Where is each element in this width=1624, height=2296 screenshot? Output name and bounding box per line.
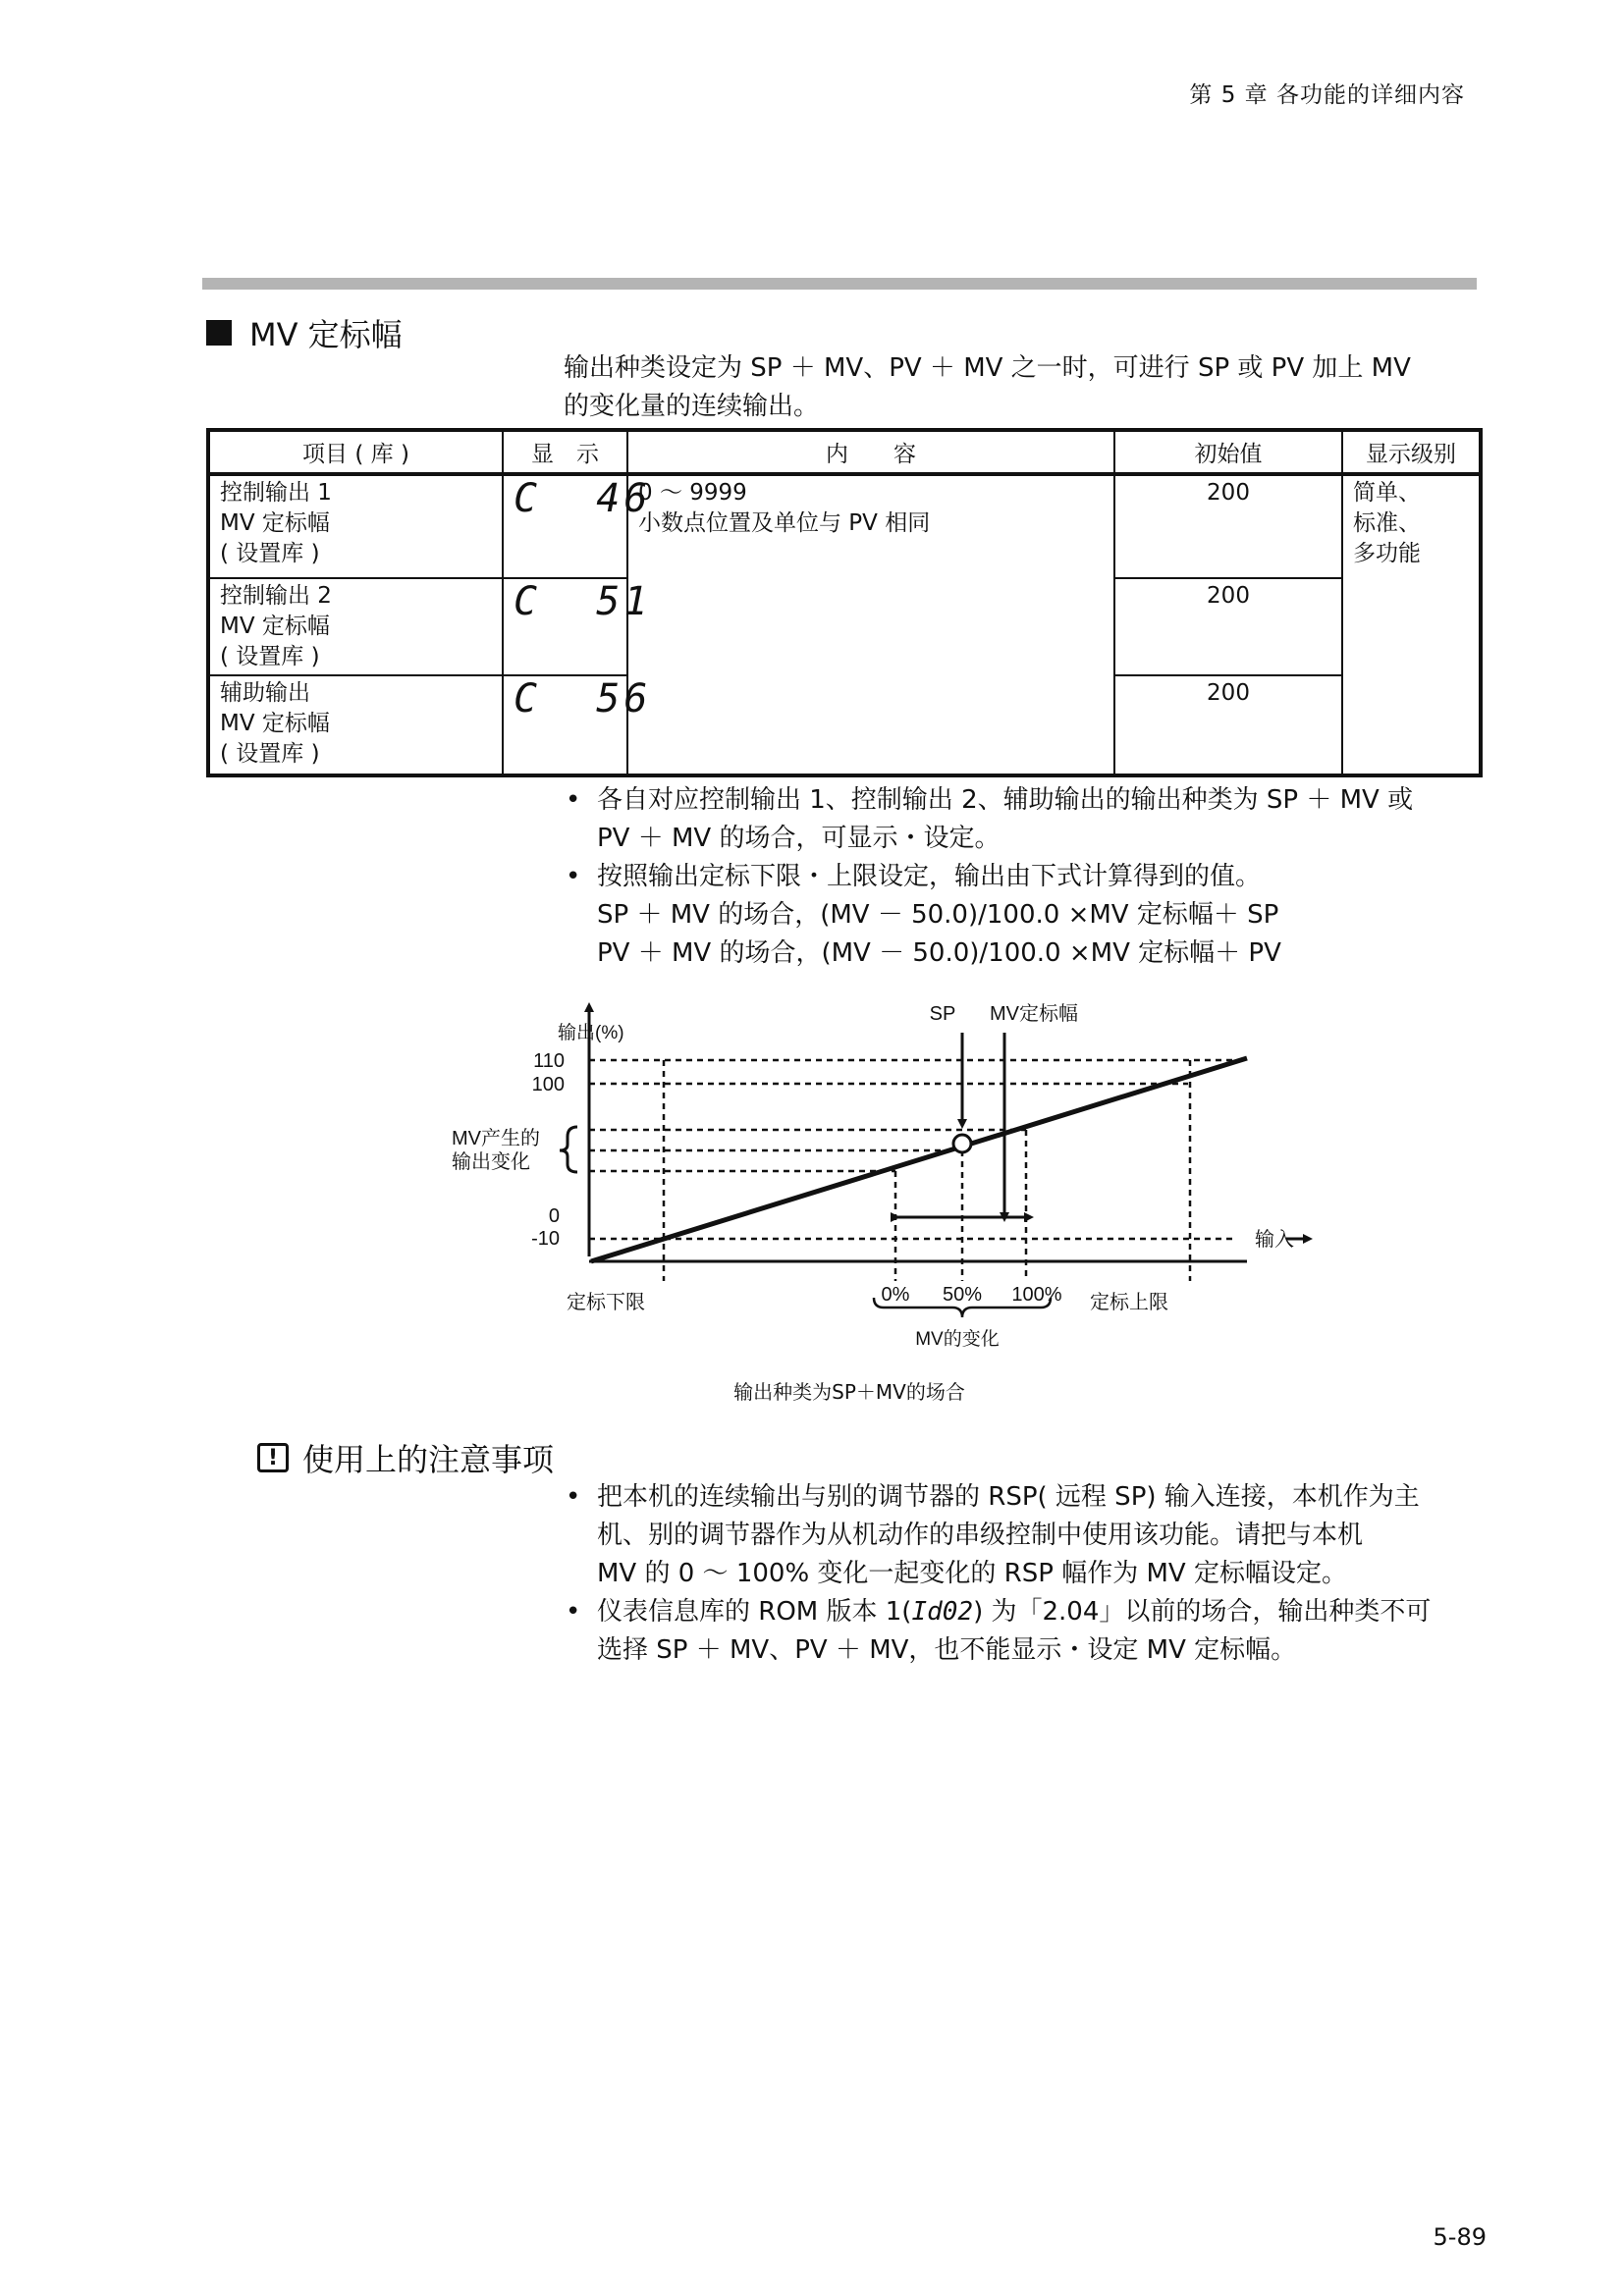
item-cell <box>208 578 503 675</box>
header-item: 项目 ( 库 ) <box>208 430 503 474</box>
display-code: C 46 <box>503 474 627 578</box>
mv-span-label: MV定标幅 <box>990 1003 1078 1025</box>
square-bullet-icon <box>206 320 232 346</box>
y-tick-0: 0 <box>548 1205 560 1227</box>
item-line: MV 定标幅 <box>220 711 330 736</box>
item-line: 辅助输出 <box>220 680 310 706</box>
level-line: 简单、 <box>1353 480 1421 506</box>
table-header-row <box>208 430 1481 474</box>
input-label: 输入 <box>1255 1229 1294 1251</box>
y-tick-100: 100 <box>531 1074 565 1095</box>
bullet-list <box>564 781 1487 973</box>
list-item <box>564 1478 1487 1593</box>
item-cell <box>208 675 503 775</box>
y-tick-minus10: -10 <box>531 1228 560 1250</box>
item-line: ( 设置库 ) <box>220 741 320 767</box>
level-cell <box>1342 474 1481 775</box>
section-intro <box>564 349 1477 426</box>
note-line: MV 的 0 ～ 100% 变化一起变化的 RSP 幅作为 MV 定标幅设定。 <box>597 1559 1347 1588</box>
note-line: 机、别的调节器作为从机动作的串级控制中使用该功能。请把与本机 <box>597 1521 1364 1550</box>
initial-value: 200 <box>1114 578 1342 675</box>
section-divider <box>202 278 1477 290</box>
chapter-header: 第 5 章 各功能的详细内容 <box>1189 82 1465 108</box>
dashed-guides <box>589 1060 1247 1281</box>
content-cell <box>627 474 1114 775</box>
bullet-line: PV ＋ MV 的场合，可显示・设定。 <box>597 824 1001 853</box>
level-line: 标准、 <box>1353 510 1421 536</box>
initial-value: 200 <box>1114 675 1342 775</box>
item-line: MV 定标幅 <box>220 510 330 536</box>
content-line: 小数点位置及单位与 PV 相同 <box>638 510 931 536</box>
note-line <box>597 1593 1487 1631</box>
list-item <box>564 781 1487 858</box>
chart-caption <box>0 1376 1624 1405</box>
display-code: C 51 <box>503 578 627 675</box>
output-line <box>591 1058 1247 1261</box>
intro-line: 的变化量的连续输出。 <box>564 392 820 421</box>
level-line: 多功能 <box>1353 541 1421 566</box>
exclamation-icon: ! <box>257 1443 289 1472</box>
scale-high-label: 定标上限 <box>1090 1292 1168 1313</box>
mv-change-label: MV的变化 <box>915 1329 1000 1350</box>
item-line: 控制输出 1 <box>220 480 332 506</box>
note-line: 选择 SP ＋ MV、PV ＋ MV，也不能显示・设定 MV 定标幅。 <box>597 1635 1297 1665</box>
y-axis-label: 输出(%) <box>558 1023 624 1043</box>
mv-percent-50: 50% <box>942 1284 983 1306</box>
content-line: 0 ～ 9999 <box>638 480 747 506</box>
y-tick-110: 110 <box>533 1050 565 1072</box>
output-change-brace <box>560 1127 577 1172</box>
page-number: 5-89 <box>1433 2223 1487 2251</box>
header-display: 显 示 <box>503 430 627 474</box>
item-line: MV 定标幅 <box>220 614 330 639</box>
mv-percent-0: 0% <box>881 1284 910 1306</box>
bullet-line: PV ＋ MV 的场合，(MV － 50.0)/100.0 ×MV 定标幅＋ PV <box>597 938 1281 968</box>
display-code: C 56 <box>503 675 627 775</box>
item-cell <box>208 474 503 578</box>
list-item <box>564 1593 1487 1670</box>
scale-low-label: 定标下限 <box>567 1292 645 1313</box>
item-line: 控制输出 2 <box>220 583 332 609</box>
header-level: 显示级别 <box>1342 430 1481 474</box>
note-line: • 把本机的连续输出与别的调节器的 RSP( 远程 SP) 输入连接，本机作为主 <box>597 1482 1420 1512</box>
item-line: ( 设置库 ) <box>220 644 320 669</box>
mv-output-change-label: MV产生的 <box>452 1128 540 1149</box>
list-item <box>564 858 1487 973</box>
sp-point <box>953 1135 971 1152</box>
notes-title <box>257 1435 554 1480</box>
header-content: 内 容 <box>627 430 1114 474</box>
header-initial: 初始值 <box>1114 430 1342 474</box>
sp-label: SP <box>929 1003 956 1025</box>
bullet-line: • 各自对应控制输出 1、控制输出 2、辅助输出的输出种类为 SP ＋ MV 或 <box>597 785 1414 815</box>
initial-value: 200 <box>1114 474 1342 578</box>
mv-output-change-label: 输出变化 <box>452 1151 530 1173</box>
table-row <box>208 474 1481 578</box>
notes-list <box>564 1478 1487 1670</box>
sp-mv-diagram <box>432 982 1335 1364</box>
parameter-table <box>206 428 1483 777</box>
note-text: 仪表信息库的 ROM 版本 1( <box>597 1597 912 1627</box>
notes-title-text: 使用上的注意事项 <box>302 1441 555 1478</box>
rom-code: Id02 <box>911 1597 974 1627</box>
chart-caption-text: 输出种类为SP＋MV的场合 <box>733 1380 965 1404</box>
intro-line: 输出种类设定为 SP ＋ MV、PV ＋ MV 之一时，可进行 SP 或 PV 加上 MV <box>564 353 1411 383</box>
mv-percent-100: 100% <box>1011 1284 1062 1306</box>
bullet-line: SP ＋ MV 的场合，(MV － 50.0)/100.0 ×MV 定标幅＋ SP <box>597 900 1279 930</box>
section-title-text: MV 定标幅 <box>249 316 403 353</box>
item-line: ( 设置库 ) <box>220 541 320 566</box>
note-text: ) 为「2.04」以前的场合，输出种类不可 <box>973 1597 1432 1627</box>
bullet-line: • 按照输出定标下限・上限设定，输出由下式计算得到的值。 <box>597 862 1262 891</box>
section-title <box>206 310 403 355</box>
